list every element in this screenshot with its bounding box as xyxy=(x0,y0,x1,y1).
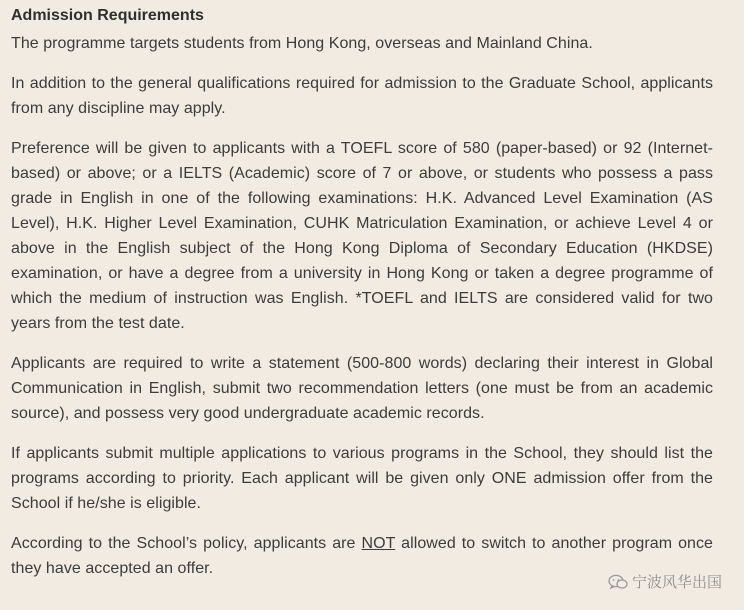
section-heading: Admission Requirements xyxy=(11,7,204,24)
wechat-icon xyxy=(608,574,628,590)
paragraph-multiple-applications: If applicants submit multiple applications to various programs in the School, they should list the programs according to priority. Each applicant will be given only ONE admission offer from the School if he/she is eligible. xyxy=(11,445,713,512)
policy-text-before: According to the School’s policy, applicants are xyxy=(11,535,362,552)
watermark-text: 宁波风华出国 xyxy=(631,573,722,591)
admission-requirements-section xyxy=(11,4,713,596)
paragraph-statement-requirements: Applicants are required to write a statement (500-800 words) declaring their interest in Global Communication in English, submit two recommendation letters (one must be from an academic source), and possess very good undergraduate academic records. xyxy=(11,355,713,422)
paragraph-language-requirements: Preference will be given to applicants with a TOEFL score of 580 (paper-based) or 92 (Internet-based) or above; or a IELTS (Academic) score of 7 or above, or students who possess a pass grade in English in one of the following examinations: H.K. Advanced Level Examination (AS Level), H.K. Higher Level Examination, CUHK Matriculation Examination, or achieve Level 4 or above in the English subject of the Hong Kong Diploma of Secondary Education (HKDSE) examination, or have a degree from a university in Hong Kong or taken a degree programme of which the medium of instruction was English. *TOEFL and IELTS are considered valid for two years from the test date. xyxy=(11,140,713,332)
paragraph-target-students: The programme targets students from Hong Kong, overseas and Mainland China. xyxy=(11,35,593,52)
policy-text-after: allowed to switch to another program once they have accepted an offer. xyxy=(11,535,713,577)
watermark xyxy=(608,571,722,592)
policy-emphasis: NOT xyxy=(361,535,396,552)
paragraph-general-qualifications: In addition to the general qualifications required for admission to the Graduate School, applicants from any discipline may apply. xyxy=(11,75,713,117)
